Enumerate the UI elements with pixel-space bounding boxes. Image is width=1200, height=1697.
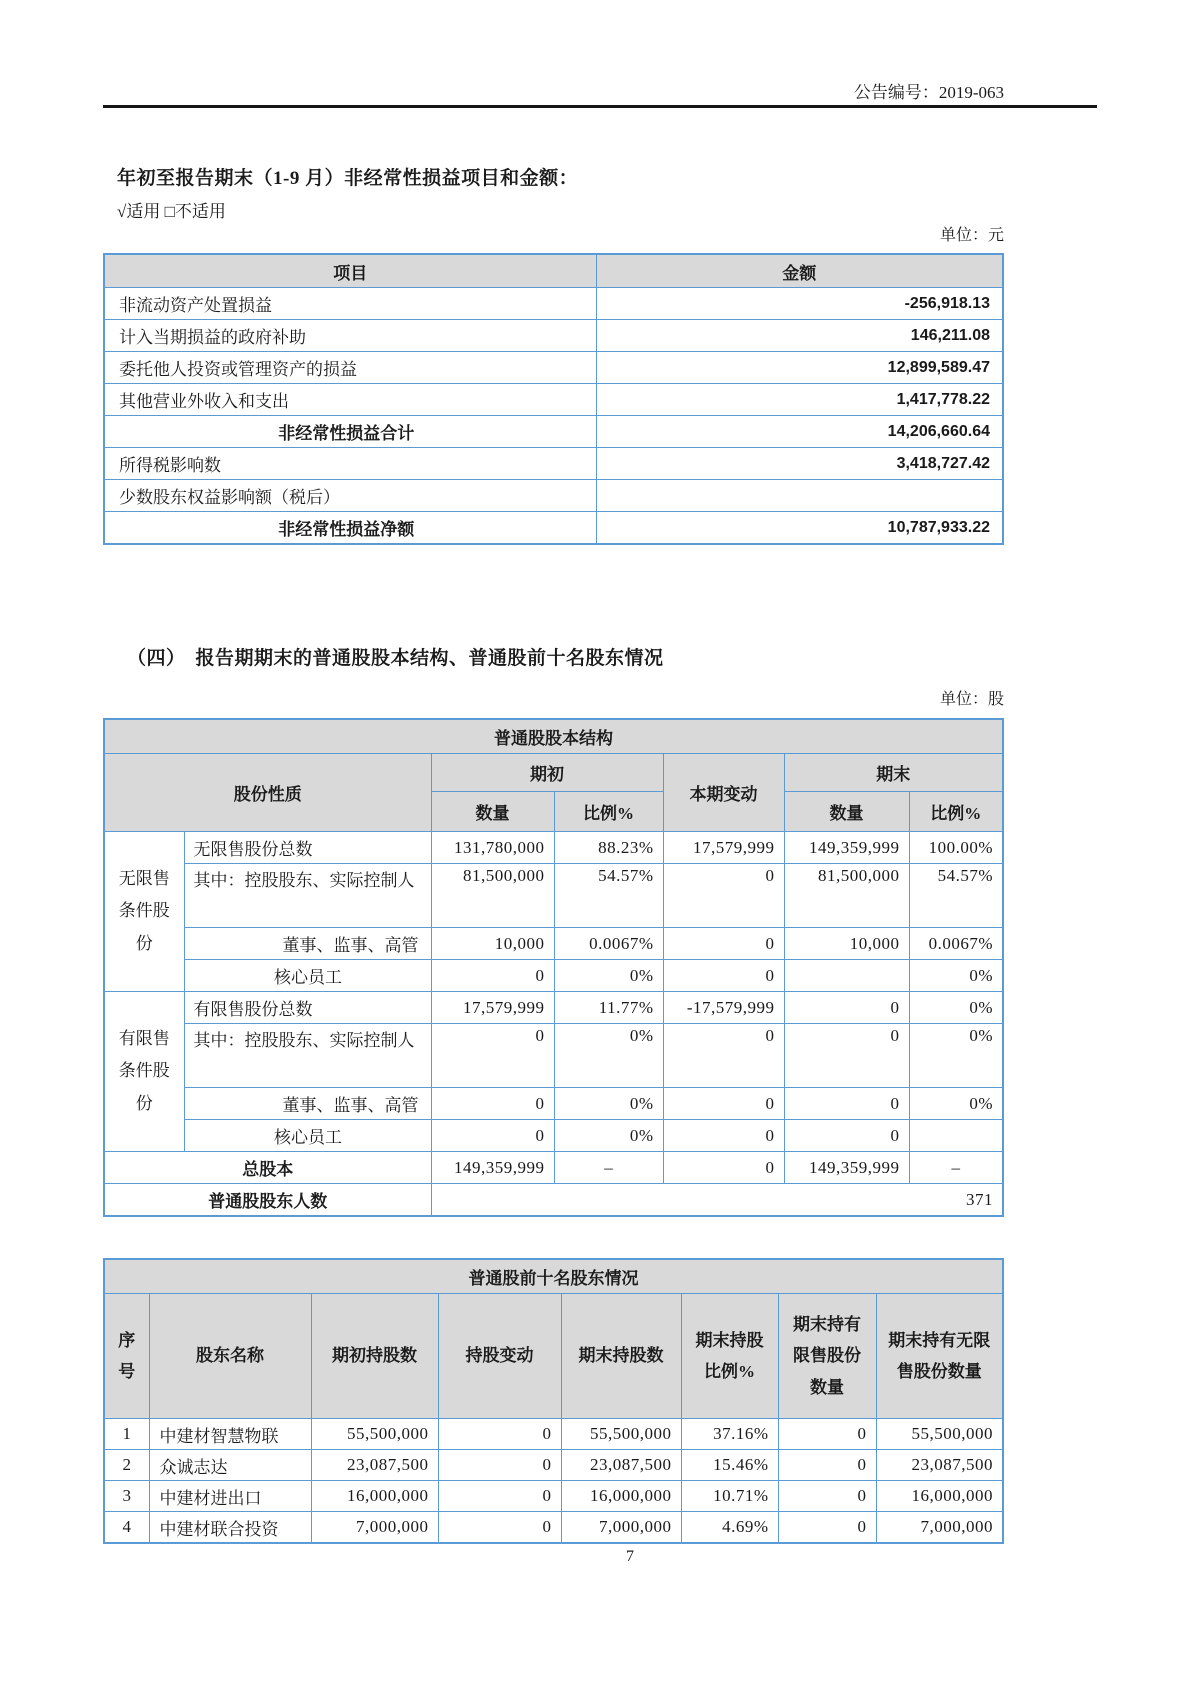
shareholder-name: 众诚志达 [149,1450,311,1481]
change-qty: -17,579,999 [663,992,784,1024]
amount-value [596,480,1003,512]
item-label: 非流动资产处置损益 [104,288,596,320]
item-label: 少数股东权益影响额（税后） [104,480,596,512]
end-ratio: 0% [909,1024,1003,1088]
change-qty: 0 [663,928,784,960]
end-ratio: 0.0067% [909,928,1003,960]
share-change: 0 [438,1481,561,1512]
col-header-item: 项目 [104,254,596,288]
table-row [104,320,1003,352]
begin-qty: 131,780,000 [431,832,554,864]
table-row [104,1120,1003,1152]
begin-ratio: 0% [554,960,663,992]
doc-number: 公告编号：2019-063 [853,83,1004,102]
col-header-beginning: 期初 [431,754,663,792]
header-rule [103,105,1097,108]
capital-structure-table [103,718,1004,1217]
begin-ratio: 88.23% [554,832,663,864]
table-row [104,480,1003,512]
table-row [104,448,1003,480]
applicability-line: √适用 □不适用 [117,202,226,221]
change-qty: 0 [663,1152,784,1184]
row-label: 核心员工 [184,960,431,992]
begin-shares: 16,000,000 [311,1481,438,1512]
amount-value: 146,211.08 [596,320,1003,352]
table-row [104,1450,1003,1481]
col-header-begin-qty: 数量 [431,792,554,832]
unit-label-yuan: 单位：元 [939,227,1004,244]
row-label: 董事、监事、高管 [184,1088,431,1120]
capital-table-title: 普通股股本结构 [104,719,1003,754]
table-row-total [104,512,1003,545]
end-restricted: 0 [778,1450,876,1481]
holders-count-value: 371 [431,1184,1003,1217]
end-ratio: 100.00% [909,832,1003,864]
shareholder-name: 中建材智慧物联 [149,1419,311,1450]
col-header-amount: 金额 [596,254,1003,288]
share-change: 0 [438,1450,561,1481]
begin-ratio: 0% [554,1120,663,1152]
begin-qty: 81,500,000 [431,864,554,928]
page-number: 7 [626,1548,634,1565]
table-header-row [104,754,1003,792]
table-row [104,288,1003,320]
row-label: 核心员工 [184,1120,431,1152]
amount-value: 14,206,660.64 [596,416,1003,448]
table-row-holder-count [104,1184,1003,1217]
nonrecurring-table [103,253,1004,545]
end-unrestricted: 23,087,500 [876,1450,1003,1481]
end-ratio: 10.71% [681,1481,778,1512]
col-header-end-qty: 数量 [784,792,909,832]
table-title-row [104,1259,1003,1294]
end-restricted: 0 [778,1481,876,1512]
amount-value: 12,899,589.47 [596,352,1003,384]
row-label-total-capital: 总股本 [104,1152,431,1184]
row-label: 董事、监事、高管 [184,928,431,960]
table-row [104,928,1003,960]
col-header-change: 本期变动 [663,754,784,832]
begin-ratio: 0% [554,1088,663,1120]
table-row [104,960,1003,992]
item-label: 非经常性损益净额 [104,512,596,545]
shareholder-name: 中建材联合投资 [149,1512,311,1544]
begin-ratio: – [554,1152,663,1184]
table-row [104,1024,1003,1088]
change-qty: 0 [663,864,784,928]
unit-label-share: 单位：股 [939,691,1004,708]
table-row [104,352,1003,384]
begin-qty: 0 [431,1088,554,1120]
end-ratio: 37.16% [681,1419,778,1450]
table-row [104,384,1003,416]
end-qty [784,960,909,992]
amount-value: 3,418,727.42 [596,448,1003,480]
begin-shares: 55,500,000 [311,1419,438,1450]
amount-value: 1,417,778.22 [596,384,1003,416]
item-label: 其他营业外收入和支出 [104,384,596,416]
end-ratio: 54.57% [909,864,1003,928]
row-label: 有限售股份总数 [184,992,431,1024]
col-header-end-ratio: 比例% [909,792,1003,832]
end-ratio: – [909,1152,1003,1184]
end-unrestricted: 7,000,000 [876,1512,1003,1544]
nonrecurring-title: 年初至报告期末（1-9 月）非经常性损益项目和金额： [117,168,579,189]
table-row [104,864,1003,928]
end-qty: 149,359,999 [784,832,909,864]
top10-table-title: 普通股前十名股东情况 [104,1259,1003,1294]
end-ratio: 0% [909,960,1003,992]
group-label-restricted: 有限售条件股份 [104,992,184,1152]
group-label-unrestricted: 无限售条件股份 [104,832,184,992]
rank: 1 [104,1419,149,1450]
end-unrestricted: 55,500,000 [876,1419,1003,1450]
table-title-row [104,719,1003,754]
end-shares: 7,000,000 [561,1512,681,1544]
rank: 3 [104,1481,149,1512]
row-label: 无限售股份总数 [184,832,431,864]
change-qty: 0 [663,1088,784,1120]
table-row [104,1481,1003,1512]
shareholder-name: 中建材进出口 [149,1481,311,1512]
col-header-shareholder-name: 股东名称 [149,1294,311,1419]
col-header-begin-shares: 期初持股数 [311,1294,438,1419]
col-header-end-shares: 期末持股数 [561,1294,681,1419]
end-qty: 0 [784,992,909,1024]
end-unrestricted: 16,000,000 [876,1481,1003,1512]
rank: 2 [104,1450,149,1481]
begin-ratio: 54.57% [554,864,663,928]
begin-ratio: 11.77% [554,992,663,1024]
table-row [104,1088,1003,1120]
col-header-end-unrestricted: 期末持有无限售股份数量 [876,1294,1003,1419]
top10-shareholders-table [103,1258,1004,1544]
begin-qty: 17,579,999 [431,992,554,1024]
change-qty: 0 [663,1024,784,1088]
begin-ratio: 0% [554,1024,663,1088]
table-row [104,832,1003,864]
end-restricted: 0 [778,1419,876,1450]
item-label: 非经常性损益合计 [104,416,596,448]
table-header-row [104,1294,1003,1419]
item-label: 所得税影响数 [104,448,596,480]
col-header-index: 序号 [104,1294,149,1419]
table-row-total [104,1152,1003,1184]
col-header-ending: 期末 [784,754,1003,792]
begin-qty: 0 [431,1024,554,1088]
table-row [104,1419,1003,1450]
change-qty: 0 [663,1120,784,1152]
col-header-begin-ratio: 比例% [554,792,663,832]
end-shares: 16,000,000 [561,1481,681,1512]
end-qty: 0 [784,1024,909,1088]
end-ratio: 4.69% [681,1512,778,1544]
table-row [104,1512,1003,1544]
item-label: 计入当期损益的政府补助 [104,320,596,352]
table-header-row [104,254,1003,288]
col-header-end-restricted: 期末持有限售股份数量 [778,1294,876,1419]
end-qty: 0 [784,1120,909,1152]
begin-qty: 0 [431,960,554,992]
holders-count-label: 普通股股东人数 [104,1184,431,1217]
end-ratio: 0% [909,992,1003,1024]
col-header-end-ratio: 期末持股比例% [681,1294,778,1419]
table-row [104,992,1003,1024]
row-label: 其中：控股股东、实际控制人 [184,1024,431,1088]
end-ratio: 15.46% [681,1450,778,1481]
end-qty: 81,500,000 [784,864,909,928]
begin-ratio: 0.0067% [554,928,663,960]
row-label: 其中：控股股东、实际控制人 [184,864,431,928]
begin-qty: 10,000 [431,928,554,960]
begin-shares: 23,087,500 [311,1450,438,1481]
section4-title: （四） 报告期期末的普通股股本结构、普通股前十名股东情况 [127,648,664,669]
col-header-share-nature: 股份性质 [104,754,431,832]
end-shares: 55,500,000 [561,1419,681,1450]
end-ratio: 0% [909,1088,1003,1120]
end-qty: 149,359,999 [784,1152,909,1184]
change-qty: 0 [663,960,784,992]
begin-shares: 7,000,000 [311,1512,438,1544]
amount-value: 10,787,933.22 [596,512,1003,545]
share-change: 0 [438,1512,561,1544]
begin-qty: 0 [431,1120,554,1152]
end-qty: 10,000 [784,928,909,960]
begin-qty: 149,359,999 [431,1152,554,1184]
change-qty: 17,579,999 [663,832,784,864]
col-header-share-change: 持股变动 [438,1294,561,1419]
amount-value: -256,918.13 [596,288,1003,320]
end-qty: 0 [784,1088,909,1120]
table-row-subtotal [104,416,1003,448]
share-change: 0 [438,1419,561,1450]
end-ratio [909,1120,1003,1152]
end-shares: 23,087,500 [561,1450,681,1481]
rank: 4 [104,1512,149,1544]
end-restricted: 0 [778,1512,876,1544]
item-label: 委托他人投资或管理资产的损益 [104,352,596,384]
